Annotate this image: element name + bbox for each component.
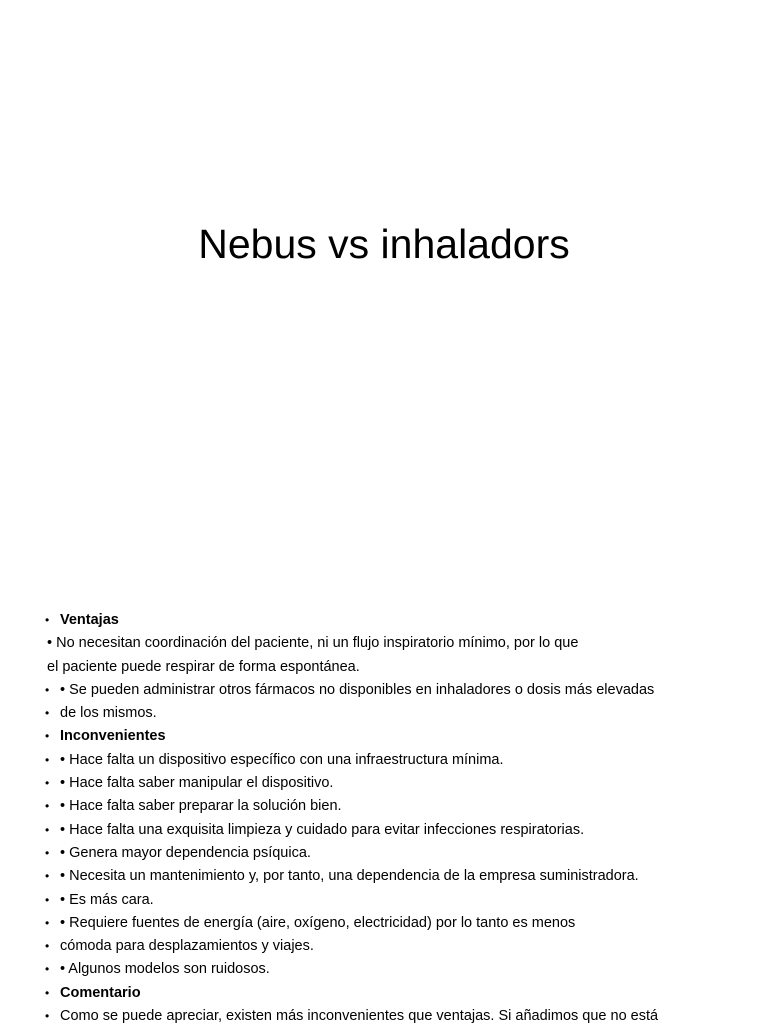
bullet-marker: • (45, 939, 50, 954)
bullet-marker: • (45, 915, 50, 930)
list-item (44, 632, 754, 655)
list-item (44, 772, 754, 795)
list-item-text: • Algunos modelos son ruidosos. (60, 961, 270, 978)
list-item-text: Comentario (60, 984, 141, 1001)
list-item-text: • Se pueden administrar otros fármacos no disponibles en inhaladores o dosis más elevadas (60, 681, 655, 698)
list-item-text: • Hace falta una exquisita limpieza y cuidado para evitar infecciones respiratorias. (60, 821, 585, 838)
bullet-marker: • (45, 613, 50, 627)
section-heading (44, 725, 754, 748)
bullet-marker: • (45, 869, 50, 884)
slide-title: Nebus vs inhaladors (198, 221, 570, 267)
bullet-marker: • (45, 822, 50, 837)
list-item-text: de los mismos. (60, 705, 157, 722)
list-item (44, 958, 754, 981)
list-item (44, 842, 754, 865)
list-item-text: • Hace falta saber preparar la solución bien. (60, 798, 342, 815)
list-item-text: Como se puede apreciar, existen más inconvenientes que ventajas. Si añadimos que no está (60, 1008, 659, 1025)
list-item (44, 795, 754, 818)
bullet-marker: • (45, 799, 50, 814)
list-item (44, 889, 754, 912)
bullet-marker: • (45, 985, 50, 1000)
list-item (44, 819, 754, 842)
bullet-list (44, 609, 754, 1028)
list-item-text: el paciente puede respirar de forma espontánea. (47, 658, 360, 675)
section-heading (44, 982, 754, 1005)
list-item (44, 749, 754, 772)
list-item-text: • Requiere fuentes de energía (aire, oxígeno, electricidad) por lo tanto es menos (60, 914, 576, 931)
list-item (44, 679, 754, 702)
bullet-marker: • (45, 706, 50, 721)
list-item-text: • Genera mayor dependencia psíquica. (60, 844, 311, 861)
list-item-text: Ventajas (60, 612, 119, 628)
bullet-marker: • (45, 962, 50, 977)
list-item (44, 865, 754, 888)
list-item-text: Inconvenientes (60, 728, 166, 745)
list-item-text: cómoda para desplazamientos y viajes. (60, 938, 314, 955)
bullet-marker: • (45, 776, 50, 791)
list-item (44, 702, 754, 725)
list-item (44, 656, 754, 679)
list-item-text: • Hace falta un dispositivo específico con una infraestructura mínima. (60, 751, 504, 768)
bullet-marker: • (45, 845, 50, 860)
list-item-text: • Hace falta saber manipular el dispositivo. (60, 775, 334, 792)
list-item-text: • Es más cara. (60, 891, 154, 908)
list-item (44, 1005, 754, 1028)
bullet-marker: • (45, 892, 50, 907)
bullet-marker: • (45, 752, 50, 767)
bullet-marker: • (45, 729, 50, 744)
bullet-marker: • (45, 1009, 50, 1024)
list-item (44, 935, 754, 958)
list-item (44, 912, 754, 935)
list-item-text: • No necesitan coordinación del paciente, ni un flujo inspiratorio mínimo, por lo que (47, 635, 579, 652)
list-item-text: • Necesita un mantenimiento y, por tanto, una dependencia de la empresa suministradora. (60, 868, 639, 885)
section-heading (44, 609, 754, 632)
bullet-marker: • (45, 682, 50, 697)
